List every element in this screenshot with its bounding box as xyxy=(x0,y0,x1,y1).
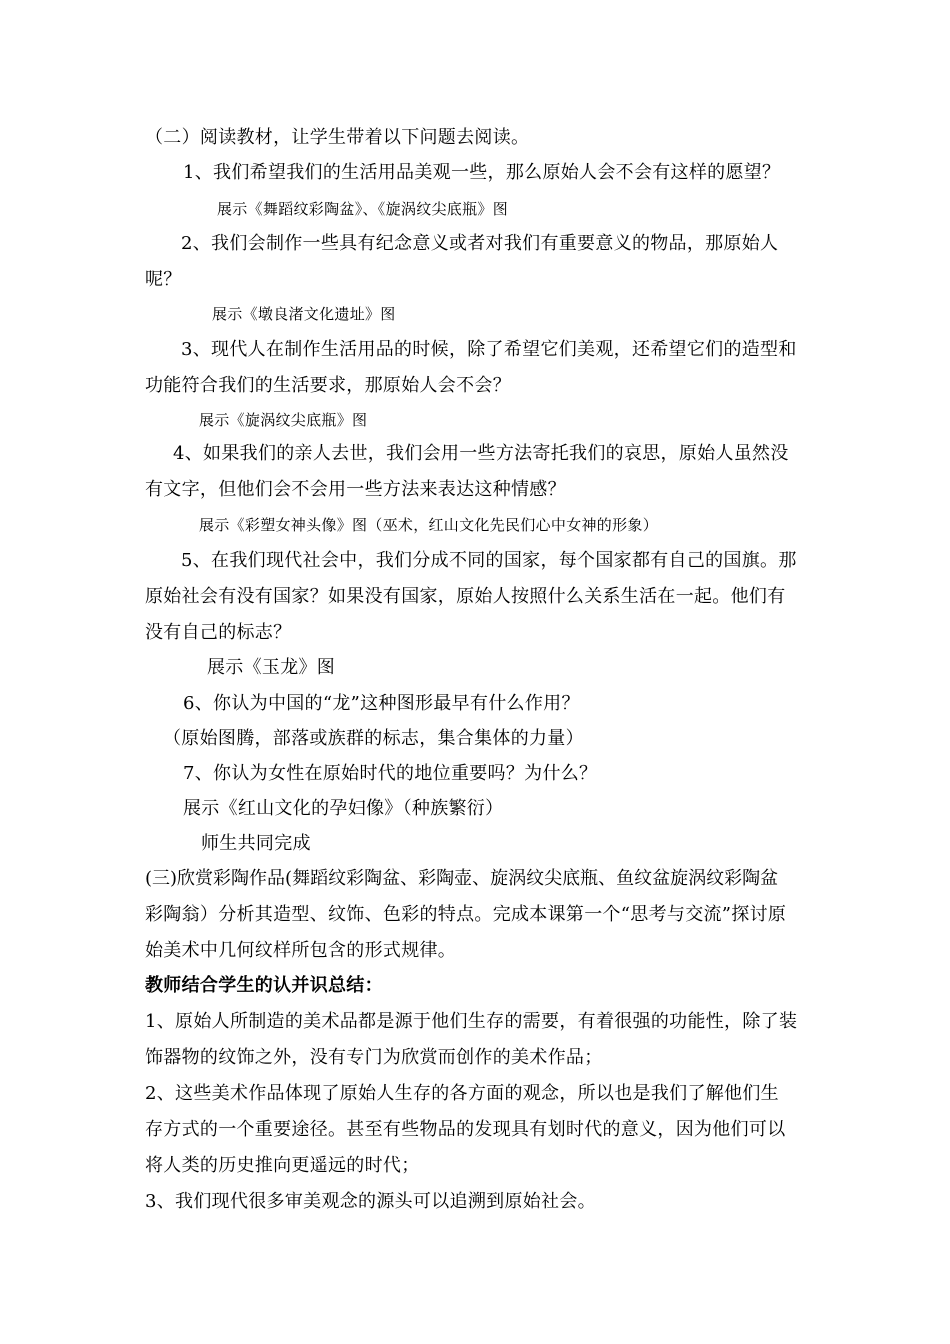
question-2: 2、我们会制作一些具有纪念意义或者对我们有重要意义的物品，那原始人 xyxy=(181,233,779,254)
summary-point-1-cont: 饰器物的纹饰之外，没有专门为欣赏而创作的美术作品； xyxy=(145,1047,603,1068)
question-2-cont: 呢？ xyxy=(145,269,182,290)
question-3: 3、现代人在制作生活用品的时候，除了希望它们美观，还希望它们的造型和 xyxy=(181,339,797,360)
summary-point-3: 3、我们现代很多审美观念的源头可以追溯到原始社会。 xyxy=(145,1191,596,1212)
question-5: 5、在我们现代社会中，我们分成不同的国家，每个国家都有自己的国旗。那 xyxy=(181,550,797,571)
show-note-5: 展示《玉龙》图 xyxy=(207,657,336,678)
question-7: 7、你认为女性在原始时代的地位重要吗？为什么？ xyxy=(183,763,598,784)
answer-6: （原始图腾，部落或族群的标志，集合集体的力量） xyxy=(163,728,584,749)
show-note-7: 展示《红山文化的孕妇像》（种族繁衍） xyxy=(183,798,504,819)
section-3-heading: (三)欣赏彩陶作品(舞蹈纹彩陶盆、彩陶壶、旋涡纹尖底瓶、鱼纹盆旋涡纹彩陶盆 xyxy=(145,868,779,889)
show-note-3: 展示《旋涡纹尖底瓶》图 xyxy=(199,411,368,429)
show-note-2: 展示《墩良渚文化遗址》图 xyxy=(212,305,396,323)
section-3-cont-2: 始美术中几何纹样所包含的形式规律。 xyxy=(145,940,457,961)
summary-point-2: 2、这些美术作品体现了原始人生存的各方面的观念，所以也是我们了解他们生 xyxy=(145,1083,779,1104)
summary-point-1: 1、原始人所制造的美术品都是源于他们生存的需要，有着很强的功能性，除了装 xyxy=(145,1011,798,1032)
summary-point-2-cont-2: 将人类的历史推向更遥远的时代； xyxy=(145,1155,420,1176)
section-2-heading: （二）阅读教材，让学生带着以下问题去阅读。 xyxy=(145,127,530,148)
question-4: 4、如果我们的亲人去世，我们会用一些方法寄托我们的哀思，原始人虽然没 xyxy=(173,443,789,464)
question-4-cont: 有文字，但他们会不会用一些方法来表达这种情感？ xyxy=(145,479,566,500)
question-5-cont-2: 没有自己的标志？ xyxy=(145,622,292,643)
summary-point-2-cont: 存方式的一个重要途径。甚至有些物品的发现具有划时代的意义，因为他们可以 xyxy=(145,1119,786,1140)
show-note-4: 展示《彩塑女神头像》图（巫术，红山文化先民们心中女神的形象） xyxy=(199,516,659,534)
question-6: 6、你认为中国的“龙”这种图形最早有什么作用？ xyxy=(183,693,580,714)
joint-completion: 师生共同完成 xyxy=(201,833,311,854)
section-3-cont: 彩陶翁）分析其造型、纹饰、色彩的特点。完成本课第一个“思考与交流”探讨原 xyxy=(145,904,787,925)
summary-heading: 教师结合学生的认并识总结： xyxy=(145,975,383,996)
question-5-cont: 原始社会有没有国家？如果没有国家，原始人按照什么关系生活在一起。他们有 xyxy=(145,586,786,607)
question-3-cont: 功能符合我们的生活要求，那原始人会不会？ xyxy=(145,375,511,396)
show-note-1: 展示《舞蹈纹彩陶盆》、《旋涡纹尖底瓶》图 xyxy=(217,200,509,218)
question-1: 1、我们希望我们的生活用品美观一些，那么原始人会不会有这样的愿望？ xyxy=(183,162,781,183)
